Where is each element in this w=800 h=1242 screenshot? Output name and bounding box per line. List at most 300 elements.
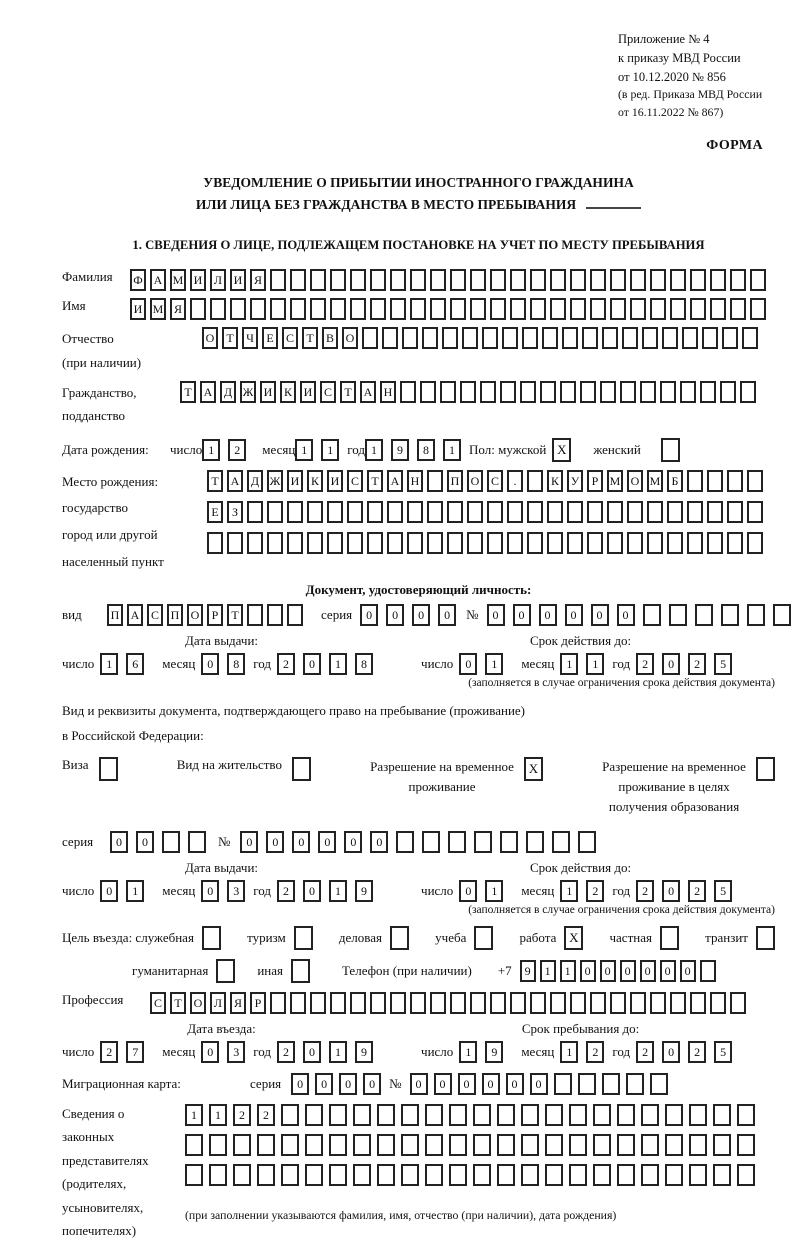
char-box[interactable]	[521, 1164, 539, 1186]
char-box[interactable]: А	[360, 381, 376, 403]
char-box[interactable]: 1	[329, 653, 347, 675]
char-box[interactable]	[462, 327, 478, 349]
char-box[interactable]	[310, 269, 326, 291]
char-box[interactable]	[425, 1164, 443, 1186]
char-box[interactable]	[602, 327, 618, 349]
purpose-private-checkbox[interactable]	[660, 926, 679, 950]
char-box[interactable]: 0	[201, 880, 219, 902]
char-box[interactable]: М	[170, 269, 186, 291]
char-box[interactable]	[247, 532, 263, 554]
char-box[interactable]: 0	[482, 1073, 500, 1095]
sex-male-checkbox[interactable]: X	[552, 438, 571, 462]
char-box[interactable]: 0	[303, 653, 321, 675]
char-box[interactable]	[607, 501, 623, 523]
char-box[interactable]	[720, 381, 736, 403]
char-box[interactable]: М	[647, 470, 663, 492]
char-box[interactable]	[497, 1134, 515, 1156]
char-box[interactable]: 0	[662, 1041, 680, 1063]
char-box[interactable]	[480, 381, 496, 403]
char-box[interactable]	[667, 501, 683, 523]
char-box[interactable]	[667, 532, 683, 554]
char-box[interactable]	[627, 532, 643, 554]
char-box[interactable]	[410, 992, 426, 1014]
char-box[interactable]	[689, 1134, 707, 1156]
char-box[interactable]: 2	[233, 1104, 251, 1126]
char-box[interactable]	[427, 470, 443, 492]
char-box[interactable]	[427, 532, 443, 554]
char-box[interactable]	[353, 1104, 371, 1126]
char-box[interactable]	[650, 992, 666, 1014]
char-box[interactable]: 0	[434, 1073, 452, 1095]
char-box[interactable]	[547, 532, 563, 554]
char-box[interactable]: 1	[365, 439, 383, 461]
char-box[interactable]: Н	[380, 381, 396, 403]
char-box[interactable]	[329, 1164, 347, 1186]
char-box[interactable]: 0	[660, 960, 676, 982]
char-box[interactable]: 1	[540, 960, 556, 982]
char-box[interactable]	[747, 604, 765, 626]
char-box[interactable]	[550, 992, 566, 1014]
char-box[interactable]	[545, 1104, 563, 1126]
char-box[interactable]: 3	[227, 1041, 245, 1063]
char-box[interactable]: 0	[360, 604, 378, 626]
char-box[interactable]	[642, 327, 658, 349]
char-box[interactable]	[290, 269, 306, 291]
char-box[interactable]	[562, 327, 578, 349]
char-box[interactable]	[710, 269, 726, 291]
char-box[interactable]	[680, 381, 696, 403]
char-box[interactable]	[582, 327, 598, 349]
char-box[interactable]: 0	[201, 1041, 219, 1063]
char-box[interactable]: Н	[407, 470, 423, 492]
char-box[interactable]	[552, 831, 570, 853]
char-box[interactable]	[702, 327, 718, 349]
char-box[interactable]: А	[387, 470, 403, 492]
char-box[interactable]	[707, 501, 723, 523]
residence-checkbox[interactable]	[292, 757, 311, 781]
char-box[interactable]	[567, 501, 583, 523]
char-box[interactable]	[327, 501, 343, 523]
char-box[interactable]	[362, 327, 378, 349]
char-box[interactable]: 0	[662, 880, 680, 902]
char-box[interactable]	[305, 1104, 323, 1126]
char-box[interactable]: 0	[565, 604, 583, 626]
char-box[interactable]: 0	[344, 831, 362, 853]
char-box[interactable]: 2	[586, 1041, 604, 1063]
char-box[interactable]	[370, 269, 386, 291]
char-box[interactable]: 0	[100, 880, 118, 902]
char-box[interactable]: 0	[318, 831, 336, 853]
char-box[interactable]	[737, 1104, 755, 1126]
char-box[interactable]	[527, 532, 543, 554]
char-box[interactable]	[502, 327, 518, 349]
char-box[interactable]: Р	[250, 992, 266, 1014]
char-box[interactable]: Ч	[242, 327, 258, 349]
char-box[interactable]	[687, 470, 703, 492]
char-box[interactable]	[647, 501, 663, 523]
char-box[interactable]	[650, 1073, 668, 1095]
char-box[interactable]	[329, 1134, 347, 1156]
char-box[interactable]: Т	[340, 381, 356, 403]
char-box[interactable]	[287, 501, 303, 523]
char-box[interactable]	[350, 992, 366, 1014]
char-box[interactable]: 9	[485, 1041, 503, 1063]
char-box[interactable]: И	[260, 381, 276, 403]
char-box[interactable]: К	[307, 470, 323, 492]
char-box[interactable]	[327, 532, 343, 554]
char-box[interactable]: 0	[303, 1041, 321, 1063]
char-box[interactable]	[670, 298, 686, 320]
char-box[interactable]	[507, 532, 523, 554]
char-box[interactable]	[602, 1073, 620, 1095]
char-box[interactable]: 9	[391, 439, 409, 461]
char-box[interactable]	[570, 298, 586, 320]
char-box[interactable]	[377, 1134, 395, 1156]
char-box[interactable]	[427, 501, 443, 523]
char-box[interactable]: Т	[207, 470, 223, 492]
purpose-tourism-checkbox[interactable]	[294, 926, 313, 950]
char-box[interactable]	[526, 831, 544, 853]
char-box[interactable]: П	[107, 604, 123, 626]
char-box[interactable]: М	[150, 298, 166, 320]
char-box[interactable]	[448, 831, 466, 853]
char-box[interactable]	[402, 327, 418, 349]
char-box[interactable]	[377, 1164, 395, 1186]
rvp-education-checkbox[interactable]	[756, 757, 775, 781]
char-box[interactable]	[347, 532, 363, 554]
char-box[interactable]: 1	[126, 880, 144, 902]
char-box[interactable]: 1	[443, 439, 461, 461]
char-box[interactable]	[267, 532, 283, 554]
char-box[interactable]	[257, 1134, 275, 1156]
char-box[interactable]	[350, 269, 366, 291]
char-box[interactable]	[401, 1164, 419, 1186]
purpose-business-checkbox[interactable]	[390, 926, 409, 950]
char-box[interactable]	[401, 1134, 419, 1156]
char-box[interactable]	[230, 298, 246, 320]
char-box[interactable]	[545, 1134, 563, 1156]
char-box[interactable]	[713, 1164, 731, 1186]
char-box[interactable]	[730, 298, 746, 320]
char-box[interactable]: 0	[591, 604, 609, 626]
char-box[interactable]	[641, 1164, 659, 1186]
char-box[interactable]	[410, 298, 426, 320]
char-box[interactable]: Т	[227, 604, 243, 626]
char-box[interactable]: Ж	[267, 470, 283, 492]
char-box[interactable]	[400, 381, 416, 403]
char-box[interactable]	[747, 532, 763, 554]
char-box[interactable]	[430, 298, 446, 320]
char-box[interactable]: У	[567, 470, 583, 492]
char-box[interactable]: 6	[126, 653, 144, 675]
char-box[interactable]	[682, 327, 698, 349]
char-box[interactable]	[590, 992, 606, 1014]
char-box[interactable]: 0	[620, 960, 636, 982]
char-box[interactable]	[420, 381, 436, 403]
char-box[interactable]: О	[467, 470, 483, 492]
char-box[interactable]	[353, 1134, 371, 1156]
char-box[interactable]	[422, 831, 440, 853]
char-box[interactable]: 2	[636, 1041, 654, 1063]
char-box[interactable]: П	[447, 470, 463, 492]
char-box[interactable]	[470, 298, 486, 320]
char-box[interactable]	[510, 298, 526, 320]
char-box[interactable]	[622, 327, 638, 349]
sex-female-checkbox[interactable]	[661, 438, 680, 462]
char-box[interactable]	[569, 1164, 587, 1186]
char-box[interactable]	[474, 831, 492, 853]
char-box[interactable]	[247, 501, 263, 523]
char-box[interactable]: И	[230, 269, 246, 291]
char-box[interactable]	[290, 992, 306, 1014]
char-box[interactable]: А	[127, 604, 143, 626]
char-box[interactable]: 1	[560, 653, 578, 675]
char-box[interactable]	[188, 831, 206, 853]
char-box[interactable]: К	[280, 381, 296, 403]
char-box[interactable]	[690, 992, 706, 1014]
char-box[interactable]	[370, 298, 386, 320]
char-box[interactable]	[630, 269, 646, 291]
char-box[interactable]	[527, 501, 543, 523]
char-box[interactable]	[610, 992, 626, 1014]
char-box[interactable]	[487, 501, 503, 523]
char-box[interactable]	[547, 501, 563, 523]
char-box[interactable]: К	[547, 470, 563, 492]
char-box[interactable]: 1	[586, 653, 604, 675]
char-box[interactable]: О	[190, 992, 206, 1014]
char-box[interactable]: Т	[367, 470, 383, 492]
char-box[interactable]	[470, 269, 486, 291]
char-box[interactable]	[665, 1134, 683, 1156]
char-box[interactable]	[722, 327, 738, 349]
char-box[interactable]: С	[347, 470, 363, 492]
char-box[interactable]	[250, 298, 266, 320]
char-box[interactable]	[510, 992, 526, 1014]
char-box[interactable]	[620, 381, 636, 403]
char-box[interactable]: С	[282, 327, 298, 349]
char-box[interactable]	[367, 501, 383, 523]
char-box[interactable]	[742, 327, 758, 349]
char-box[interactable]: С	[320, 381, 336, 403]
char-box[interactable]: 1	[560, 880, 578, 902]
char-box[interactable]	[449, 1134, 467, 1156]
char-box[interactable]: Р	[587, 470, 603, 492]
char-box[interactable]: 2	[636, 653, 654, 675]
char-box[interactable]: 0	[315, 1073, 333, 1095]
char-box[interactable]	[669, 604, 687, 626]
purpose-work-checkbox[interactable]: X	[564, 926, 583, 950]
char-box[interactable]	[507, 501, 523, 523]
char-box[interactable]	[470, 992, 486, 1014]
char-box[interactable]: 0	[487, 604, 505, 626]
char-box[interactable]: П	[167, 604, 183, 626]
char-box[interactable]: Т	[222, 327, 238, 349]
char-box[interactable]	[270, 298, 286, 320]
char-box[interactable]: 2	[277, 653, 295, 675]
char-box[interactable]	[473, 1134, 491, 1156]
char-box[interactable]: 1	[329, 1041, 347, 1063]
char-box[interactable]	[310, 298, 326, 320]
char-box[interactable]	[473, 1104, 491, 1126]
char-box[interactable]	[689, 1104, 707, 1126]
char-box[interactable]	[307, 532, 323, 554]
char-box[interactable]: 0	[363, 1073, 381, 1095]
char-box[interactable]	[522, 327, 538, 349]
char-box[interactable]	[737, 1164, 755, 1186]
char-box[interactable]: 0	[201, 653, 219, 675]
char-box[interactable]: 0	[291, 1073, 309, 1095]
char-box[interactable]: С	[487, 470, 503, 492]
char-box[interactable]: 0	[458, 1073, 476, 1095]
char-box[interactable]	[578, 831, 596, 853]
char-box[interactable]: 0	[292, 831, 310, 853]
char-box[interactable]: 0	[386, 604, 404, 626]
purpose-humanitarian-checkbox[interactable]	[216, 959, 235, 983]
char-box[interactable]	[447, 501, 463, 523]
char-box[interactable]	[530, 298, 546, 320]
char-box[interactable]	[449, 1104, 467, 1126]
char-box[interactable]: О	[187, 604, 203, 626]
char-box[interactable]	[545, 1164, 563, 1186]
char-box[interactable]	[587, 532, 603, 554]
char-box[interactable]: 1	[321, 439, 339, 461]
char-box[interactable]	[422, 327, 438, 349]
char-box[interactable]: 0	[459, 880, 477, 902]
char-box[interactable]	[587, 501, 603, 523]
char-box[interactable]	[370, 992, 386, 1014]
char-box[interactable]	[490, 298, 506, 320]
char-box[interactable]	[281, 1104, 299, 1126]
char-box[interactable]	[270, 269, 286, 291]
char-box[interactable]	[527, 470, 543, 492]
char-box[interactable]	[700, 960, 716, 982]
char-box[interactable]	[430, 269, 446, 291]
char-box[interactable]	[690, 269, 706, 291]
char-box[interactable]	[610, 298, 626, 320]
char-box[interactable]	[560, 381, 576, 403]
char-box[interactable]	[210, 298, 226, 320]
char-box[interactable]	[430, 992, 446, 1014]
char-box[interactable]: О	[202, 327, 218, 349]
char-box[interactable]	[329, 1104, 347, 1126]
char-box[interactable]	[750, 298, 766, 320]
purpose-transit-checkbox[interactable]	[756, 926, 775, 950]
char-box[interactable]: 0	[530, 1073, 548, 1095]
char-box[interactable]	[227, 532, 243, 554]
char-box[interactable]: 3	[227, 880, 245, 902]
char-box[interactable]	[290, 298, 306, 320]
char-box[interactable]	[650, 269, 666, 291]
char-box[interactable]: 5	[714, 1041, 732, 1063]
char-box[interactable]: 0	[410, 1073, 428, 1095]
char-box[interactable]: 0	[438, 604, 456, 626]
char-box[interactable]: 0	[110, 831, 128, 853]
char-box[interactable]	[640, 381, 656, 403]
char-box[interactable]: 0	[600, 960, 616, 982]
char-box[interactable]	[467, 532, 483, 554]
char-box[interactable]: 0	[640, 960, 656, 982]
char-box[interactable]	[740, 381, 756, 403]
char-box[interactable]: Я	[170, 298, 186, 320]
char-box[interactable]: 1	[209, 1104, 227, 1126]
char-box[interactable]	[670, 992, 686, 1014]
char-box[interactable]	[207, 532, 223, 554]
char-box[interactable]	[690, 298, 706, 320]
char-box[interactable]	[390, 992, 406, 1014]
char-box[interactable]: 0	[459, 653, 477, 675]
char-box[interactable]: 8	[355, 653, 373, 675]
char-box[interactable]: И	[300, 381, 316, 403]
char-box[interactable]: 0	[240, 831, 258, 853]
char-box[interactable]: 9	[355, 880, 373, 902]
char-box[interactable]: Т	[302, 327, 318, 349]
char-box[interactable]	[730, 269, 746, 291]
char-box[interactable]	[626, 1073, 644, 1095]
char-box[interactable]: 2	[586, 880, 604, 902]
char-box[interactable]	[710, 298, 726, 320]
char-box[interactable]	[425, 1134, 443, 1156]
char-box[interactable]: 0	[680, 960, 696, 982]
char-box[interactable]	[473, 1164, 491, 1186]
char-box[interactable]: 5	[714, 880, 732, 902]
char-box[interactable]: 2	[277, 880, 295, 902]
char-box[interactable]: И	[327, 470, 343, 492]
char-box[interactable]	[665, 1104, 683, 1126]
char-box[interactable]	[497, 1164, 515, 1186]
char-box[interactable]: 2	[688, 653, 706, 675]
char-box[interactable]	[500, 831, 518, 853]
char-box[interactable]	[467, 501, 483, 523]
char-box[interactable]	[449, 1164, 467, 1186]
char-box[interactable]	[447, 532, 463, 554]
char-box[interactable]	[630, 298, 646, 320]
char-box[interactable]: 2	[100, 1041, 118, 1063]
char-box[interactable]: 0	[513, 604, 531, 626]
char-box[interactable]: 1	[560, 960, 576, 982]
char-box[interactable]	[305, 1134, 323, 1156]
char-box[interactable]	[267, 501, 283, 523]
char-box[interactable]	[233, 1134, 251, 1156]
char-box[interactable]: З	[227, 501, 243, 523]
char-box[interactable]	[396, 831, 414, 853]
char-box[interactable]	[440, 381, 456, 403]
char-box[interactable]	[482, 327, 498, 349]
char-box[interactable]	[707, 532, 723, 554]
char-box[interactable]: О	[627, 470, 643, 492]
char-box[interactable]: Я	[250, 269, 266, 291]
char-box[interactable]	[382, 327, 398, 349]
char-box[interactable]	[490, 992, 506, 1014]
char-box[interactable]	[185, 1164, 203, 1186]
char-box[interactable]	[190, 298, 206, 320]
char-box[interactable]	[750, 269, 766, 291]
char-box[interactable]	[737, 1134, 755, 1156]
char-box[interactable]	[710, 992, 726, 1014]
char-box[interactable]	[330, 992, 346, 1014]
char-box[interactable]: Д	[220, 381, 236, 403]
char-box[interactable]: Б	[667, 470, 683, 492]
char-box[interactable]: 8	[227, 653, 245, 675]
char-box[interactable]: 2	[228, 439, 246, 461]
char-box[interactable]	[727, 470, 743, 492]
char-box[interactable]: 1	[329, 880, 347, 902]
char-box[interactable]	[627, 501, 643, 523]
char-box[interactable]: Л	[210, 269, 226, 291]
char-box[interactable]	[662, 327, 678, 349]
char-box[interactable]: А	[200, 381, 216, 403]
char-box[interactable]	[713, 1104, 731, 1126]
char-box[interactable]	[270, 992, 286, 1014]
